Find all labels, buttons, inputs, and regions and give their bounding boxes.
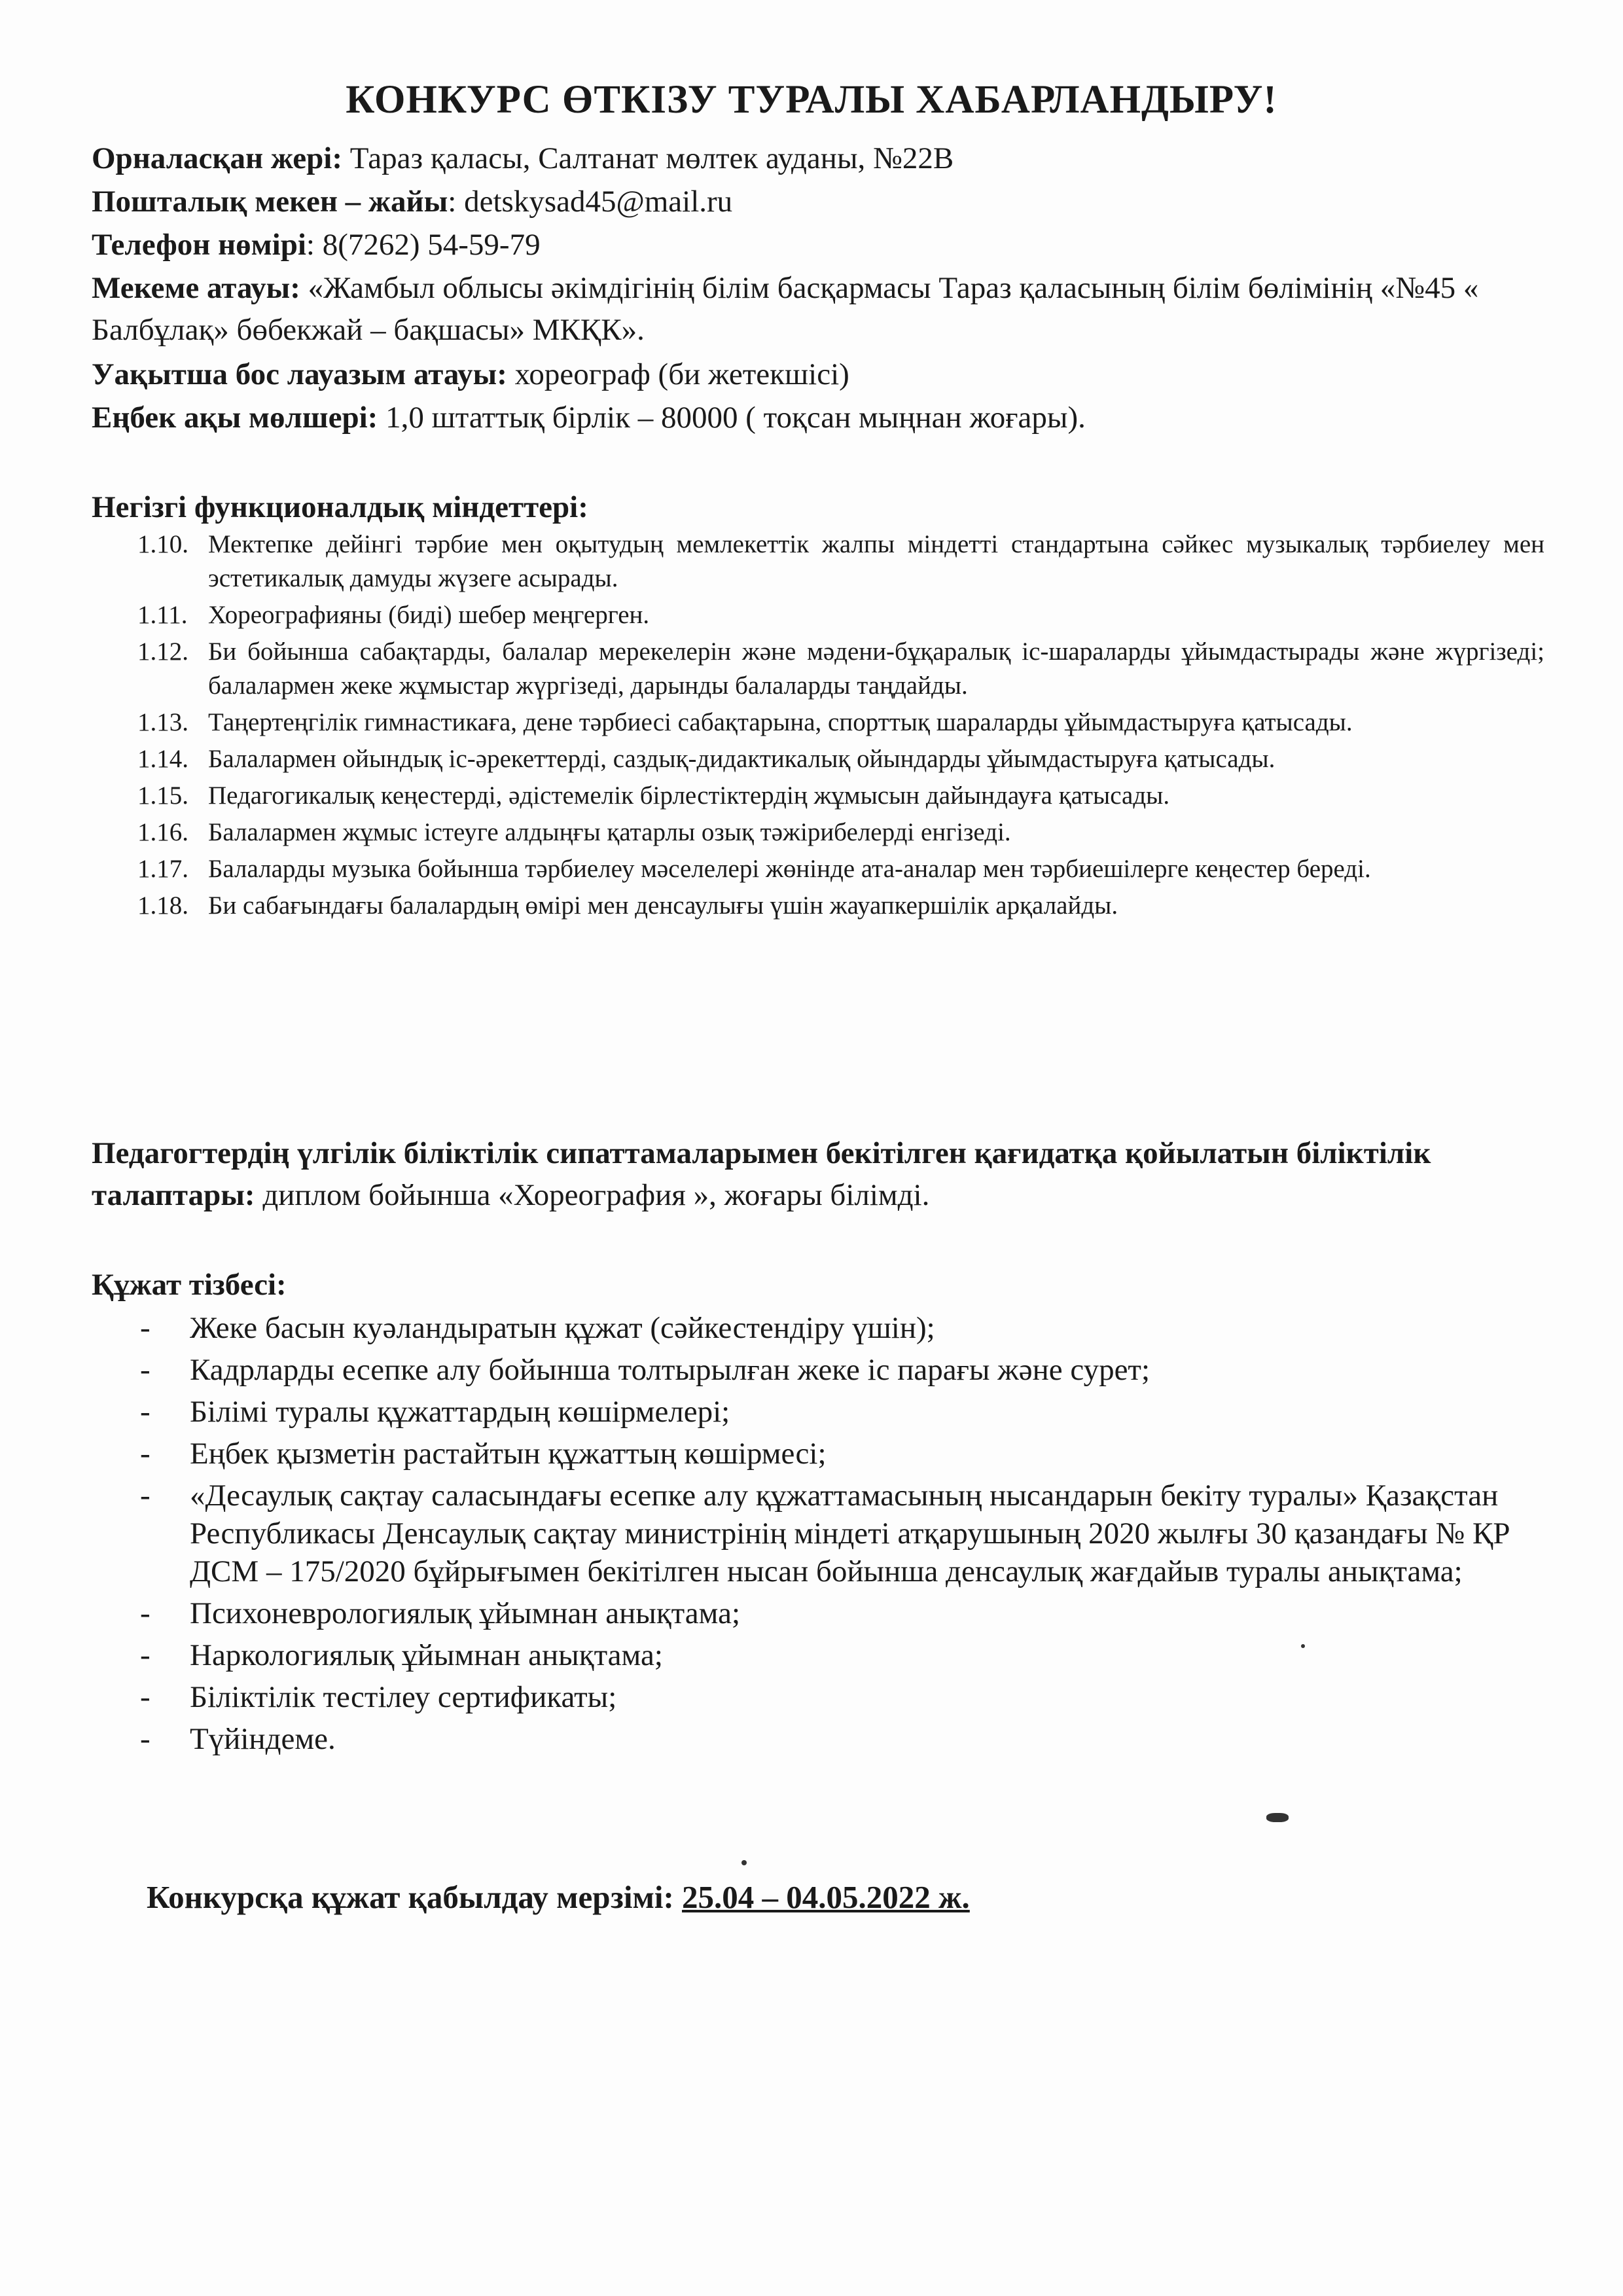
salary-line: [92, 397, 1544, 439]
documents-heading: Құжат тізбесі:: [92, 1268, 287, 1302]
document-item: [140, 1720, 1541, 1758]
page-title: КОНКУРС ӨТКІЗУ ТУРАЛЫ ХАБАРЛАНДЫРУ!: [346, 78, 1277, 122]
duty-text: Би сабағындағы балалардың өмірі мен денсаулығы үшін жауапкершілік арқалайды.: [208, 891, 1118, 920]
duty-item: [137, 889, 1544, 923]
deadline-label: Конкурсқа құжат қабылдау мерзімі:: [147, 1879, 683, 1915]
duty-item: [137, 816, 1544, 850]
qualification-label: Педагогтердің үлгілік біліктілік сипаттамаларымен бекітілген қағидатқа қойылатын біліктілік талаптары:: [92, 1136, 1431, 1212]
duty-number: 1.16.: [137, 818, 188, 846]
document-bullet: -: [140, 1353, 151, 1387]
document-item: [140, 1351, 1541, 1389]
document-bullet: -: [140, 1311, 151, 1345]
document-item: [140, 1594, 1541, 1632]
document-bullet: -: [140, 1437, 151, 1471]
qualification-block: [92, 1132, 1453, 1216]
document-bullet: -: [140, 1395, 151, 1429]
duty-item: [137, 742, 1544, 776]
document-text: «Десаулық сақтау саласындағы есепке алу құжаттамасының нысандарын бекіту туралы» Қазақстан Республикасы Денсаулық сақтау министрінің міндеті атқарушының 2020 жылғы 30 қазандағы № ҚР ДСМ – 175/2020 бұйрығымен бекітілген нысан бойынша денсаулық жағдайыв туралы анықтама;: [190, 1479, 1510, 1588]
document-text: Біліктілік тестілеу сертификаты;: [190, 1680, 617, 1714]
duty-number: 1.12.: [137, 637, 188, 666]
scan-speck: [1266, 1813, 1289, 1822]
document-text: Түйіндеме.: [190, 1722, 336, 1756]
duty-number: 1.11.: [137, 601, 188, 629]
document-item: [140, 1477, 1541, 1590]
postal-label: Пошталық мекен – жайы: [92, 185, 448, 219]
document-item: [140, 1309, 1541, 1347]
document-text: Білімі туралы құжаттардың көшірмелері;: [190, 1395, 730, 1429]
salary-label: Еңбек ақы мөлшері:: [92, 401, 378, 435]
duty-number: 1.17.: [137, 855, 188, 883]
deadline-line: [147, 1878, 970, 1916]
postal-line: [92, 181, 1544, 223]
qualification-value: диплом бойынша «Хореография », жоғары білімді.: [255, 1178, 930, 1212]
document-bullet: -: [140, 1638, 151, 1672]
duty-text: Балалармен жұмыс істеуге алдыңғы қатарлы озық тәжірибелерді енгізеді.: [208, 818, 1011, 846]
duty-text: Би бойынша сабақтарды, балалар мерекелерін және мәдени-бұқаралық іс-шараларды ұйымдастырады және жүргізеді; балалармен жеке жұмыстар жүргізеді, дарынды балаларды таңдайды.: [208, 637, 1544, 700]
document-bullet: -: [140, 1722, 151, 1756]
location-label: Орналасқан жері:: [92, 141, 342, 175]
duty-item: [137, 635, 1544, 703]
salary-value: 1,0 штаттық бірлік – 80000 ( тоқсан мыңнан жоғары).: [378, 401, 1086, 435]
duty-text: Таңертеңгілік гимнастикаға, дене тәрбиесі сабақтарына, спорттық шараларды ұйымдастыруға қатысады.: [208, 708, 1353, 736]
duties-heading: Негізгі функционалдық міндеттері:: [92, 490, 588, 524]
document-item: [140, 1636, 1541, 1674]
duty-text: Мектепке дейінгі тәрбие мен оқытудың мемлекеттік жалпы міндетті стандартына сәйкес музыкалық тәрбиелеу мен эстетикалық дамуды жүзеге асырады.: [208, 530, 1544, 592]
duty-item: [137, 852, 1544, 886]
document-item: [140, 1393, 1541, 1431]
scan-speck: [1301, 1644, 1305, 1648]
document-bullet: -: [140, 1680, 151, 1714]
document-item: [140, 1678, 1541, 1716]
duty-text: Балаларды музыка бойынша тәрбиелеу мәселелері жөнінде ата-аналар мен тәрбиешілерге кеңестер береді.: [208, 855, 1371, 883]
document-text: Кадрларды есепке алу бойынша толтырылған жеке іс парағы және сурет;: [190, 1353, 1150, 1387]
location-value: Тараз қаласы, Салтанат мөлтек ауданы, №22В: [342, 141, 954, 175]
postal-value: : detskysad45@mail.ru: [448, 185, 733, 219]
document-text: Еңбек қызметін растайтын құжаттың көшірмесі;: [190, 1437, 827, 1471]
duty-item: [137, 528, 1544, 596]
phone-line: [92, 224, 1544, 266]
position-value: хореограф (би жетекшісі): [507, 357, 849, 391]
documents-list: [140, 1309, 1541, 1762]
duty-text: Балалармен ойындық іс-әрекеттерді, саздық-дидактикалық ойындарды ұйымдастыруға қатысады.: [208, 745, 1275, 773]
organization-value: «Жамбыл облысы әкімдігінің білім басқармасы Тараз қаласының білім бөлімінің «№45 « Балбұлақ» бөбекжай – бақшасы» МКҚК».: [92, 271, 1479, 347]
document-text: Психоневрологиялық ұйымнан анықтама;: [190, 1596, 740, 1630]
duty-text: Педагогикалық кеңестерді, әдістемелік бірлестіктердің жұмысын дайындауға қатысады.: [208, 781, 1170, 810]
phone-value: : 8(7262) 54-59-79: [306, 228, 541, 262]
duty-number: 1.13.: [137, 708, 188, 736]
duties-list: [137, 528, 1544, 925]
duty-item: [137, 598, 1544, 632]
organization-label: Мекеме атауы:: [92, 271, 300, 305]
document-item: [140, 1435, 1541, 1473]
document-bullet: -: [140, 1479, 151, 1513]
organization-line: [92, 267, 1544, 351]
duty-item: [137, 779, 1544, 813]
deadline-date: 25.04 – 04.05.2022 ж.: [682, 1879, 970, 1915]
document-bullet: -: [140, 1596, 151, 1630]
duty-number: 1.10.: [137, 530, 188, 558]
duty-item: [137, 706, 1544, 740]
duty-number: 1.18.: [137, 891, 188, 920]
document-text: Наркологиялық ұйымнан анықтама;: [190, 1638, 663, 1672]
position-label: Уақытша бос лауазым атауы:: [92, 357, 507, 391]
phone-label: Телефон нөмірі: [92, 228, 306, 262]
duty-number: 1.15.: [137, 781, 188, 810]
document-text: Жеке басын куәландыратын құжат (сәйкестендіру үшін);: [190, 1311, 935, 1345]
duty-text: Хореографияны (биді) шебер меңгерген.: [208, 601, 650, 629]
location-line: [92, 137, 1544, 179]
duty-number: 1.14.: [137, 745, 188, 773]
position-line: [92, 353, 1544, 395]
scan-speck: [741, 1860, 747, 1865]
